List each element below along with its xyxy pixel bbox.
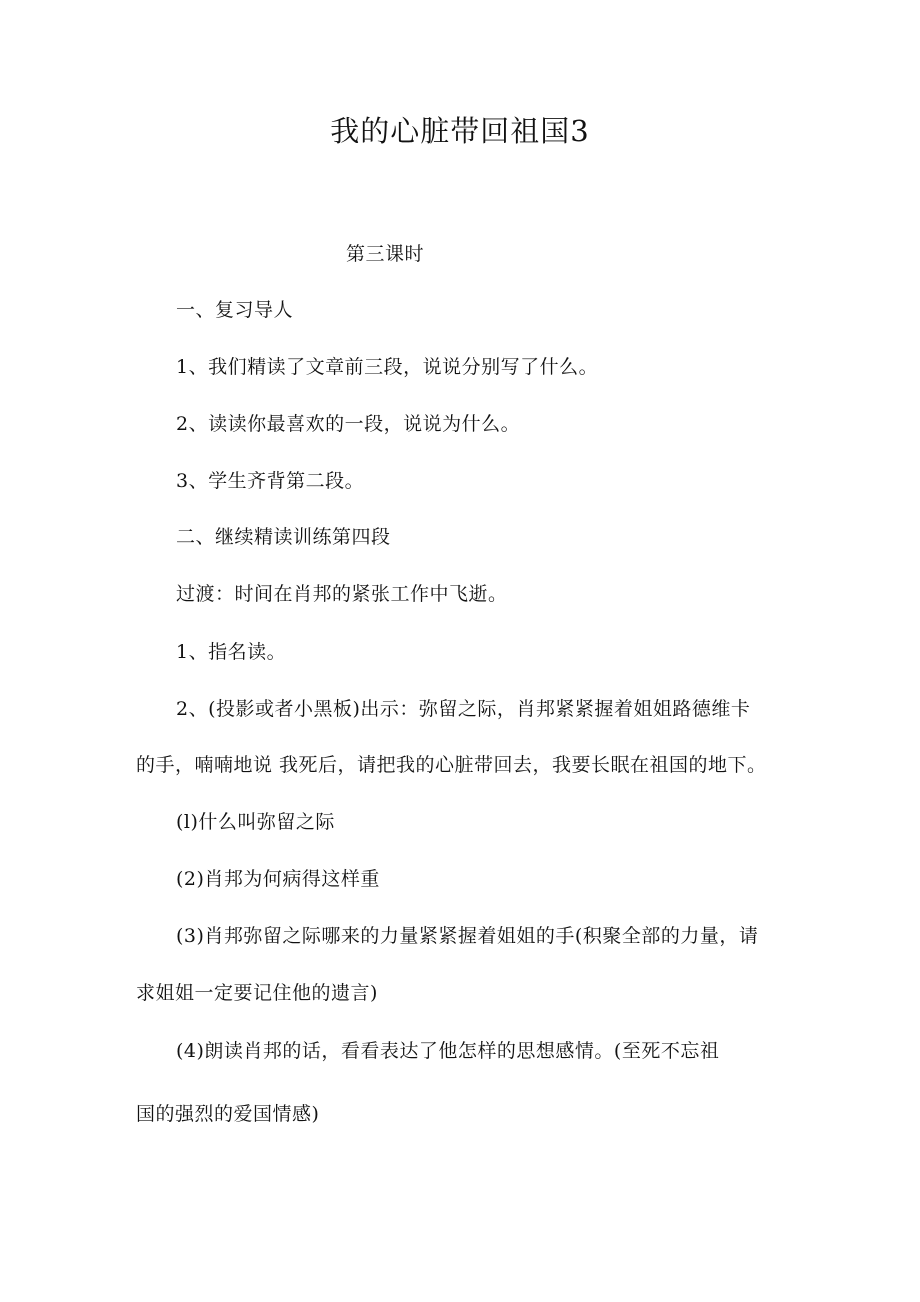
paragraph-line: 2、(投影或者小黑板)出示：弥留之际，肖邦紧紧握着姐姐路德维卡 bbox=[176, 698, 751, 720]
question-item: (l)什么叫弥留之际 bbox=[176, 811, 335, 833]
document-title: 我的心脏带回祖国3 bbox=[330, 114, 590, 148]
paragraph-line: 1、指名读。 bbox=[176, 641, 287, 663]
paragraph-line: 过渡：时间在肖邦的紧张工作中飞逝。 bbox=[176, 583, 508, 605]
section-heading-reading: 二、继续精读训练第四段 bbox=[176, 526, 391, 548]
paragraph-line: 国的强烈的爱国情感) bbox=[136, 1103, 320, 1125]
paragraph-line: 3、学生齐背第二段。 bbox=[176, 470, 365, 492]
paragraph-line: 的手，喃喃地说 我死后，请把我的心脏带回去，我要长眠在祖国的地下。 bbox=[136, 754, 767, 776]
paragraph-line: 2、读读你最喜欢的一段，说说为什么。 bbox=[176, 413, 521, 435]
lesson-period-heading: 第三课时 bbox=[346, 243, 425, 265]
paragraph-line: 1、我们精读了文章前三段，说说分别写了什么。 bbox=[176, 356, 599, 378]
paragraph-line: 求姐姐一定要记住他的遗言) bbox=[136, 982, 378, 1004]
question-item: (4)朗读肖邦的话，看看表达了他怎样的思想感情。(至死不忘祖 bbox=[176, 1040, 720, 1062]
question-item: (3)肖邦弥留之际哪来的力量紧紧握着姐姐的手(积聚全部的力量，请 bbox=[176, 925, 759, 947]
section-heading-review: 一、复习导人 bbox=[176, 299, 294, 321]
question-item: (2)肖邦为何病得这样重 bbox=[176, 868, 380, 890]
